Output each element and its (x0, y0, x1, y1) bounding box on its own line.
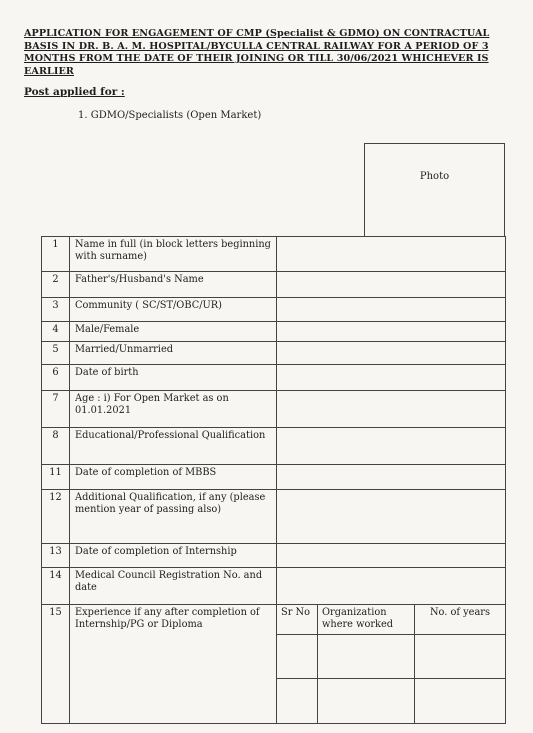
form-row (42, 391, 506, 428)
experience-header-sr-no: Sr No (277, 605, 318, 635)
row-label-marital-status: Married/Unmarried (70, 342, 277, 365)
form-row (42, 365, 506, 391)
row-number: 11 (42, 465, 70, 490)
row-label-gender: Male/Female (70, 322, 277, 342)
photo-label: Photo (419, 171, 450, 182)
answer-field-qualification[interactable] (277, 428, 506, 465)
row-number: 15 (42, 605, 70, 724)
row-number: 5 (42, 342, 70, 365)
row-number: 6 (42, 365, 70, 391)
photo-box (364, 143, 505, 237)
post-applied-label: Post applied for : (24, 86, 125, 98)
application-form-table (41, 236, 506, 724)
form-row (42, 298, 506, 322)
row-number: 1 (42, 237, 70, 272)
row-number: 3 (42, 298, 70, 322)
form-row (42, 568, 506, 605)
form-row (42, 342, 506, 365)
row-label-age: Age : i) For Open Market as on 01.01.2021 (70, 391, 277, 428)
row-label-council-registration: Medical Council Registration No. and date (70, 568, 277, 605)
answer-field-internship-completion[interactable] (277, 544, 506, 568)
row-label-father-husband: Father's/Husband's Name (70, 272, 277, 298)
answer-field-date-of-birth[interactable] (277, 365, 506, 391)
experience-organization-cell[interactable] (318, 634, 415, 678)
row-number: 7 (42, 391, 70, 428)
form-row (42, 605, 506, 635)
post-item-gdmo: 1. GDMO/Specialists (Open Market) (78, 110, 262, 121)
answer-field-community[interactable] (277, 298, 506, 322)
row-number: 4 (42, 322, 70, 342)
form-row (42, 465, 506, 490)
experience-years-cell[interactable] (415, 634, 506, 678)
experience-sr-no-cell[interactable] (277, 678, 318, 723)
experience-header-organization: Organization where worked (318, 605, 415, 635)
answer-field-marital-status[interactable] (277, 342, 506, 365)
row-label-qualification: Educational/Professional Qualification (70, 428, 277, 465)
answer-field-gender[interactable] (277, 322, 506, 342)
answer-field-additional-qualification[interactable] (277, 490, 506, 544)
row-label-mbbs-completion: Date of completion of MBBS (70, 465, 277, 490)
row-label-internship-completion: Date of completion of Internship (70, 544, 277, 568)
row-label-community: Community ( SC/ST/OBC/UR) (70, 298, 277, 322)
form-row (42, 544, 506, 568)
form-row (42, 272, 506, 298)
experience-years-cell[interactable] (415, 678, 506, 723)
form-row (42, 428, 506, 465)
answer-field-mbbs-completion[interactable] (277, 465, 506, 490)
answer-field-council-registration[interactable] (277, 568, 506, 605)
experience-header-years: No. of years (415, 605, 506, 635)
row-label-date-of-birth: Date of birth (70, 365, 277, 391)
row-number: 14 (42, 568, 70, 605)
row-label-experience: Experience if any after completion of Internship/PG or Diploma (70, 605, 277, 724)
row-number: 13 (42, 544, 70, 568)
row-label-name: Name in full (in block letters beginning with surname) (70, 237, 277, 272)
experience-organization-cell[interactable] (318, 678, 415, 723)
experience-sr-no-cell[interactable] (277, 634, 318, 678)
row-number: 2 (42, 272, 70, 298)
row-label-additional-qualification: Additional Qualification, if any (please mention year of passing also) (70, 490, 277, 544)
row-number: 8 (42, 428, 70, 465)
row-number: 12 (42, 490, 70, 544)
answer-field-father-husband[interactable] (277, 272, 506, 298)
form-row (42, 490, 506, 544)
form-heading: APPLICATION FOR ENGAGEMENT OF CMP (Specialist & GDMO) ON CONTRACTUAL BASIS IN DR. B. A. M. HOSPITAL/BYCULLA CENTRAL RAILWAY FOR A PERIOD OF 3 MONTHS FROM THE DATE OF THEIR JOINING OR TILL 30/06/2021 WHICHEVER IS EARLIER (24, 28, 490, 77)
form-row (42, 237, 506, 272)
answer-field-name[interactable] (277, 237, 506, 272)
answer-field-age[interactable] (277, 391, 506, 428)
form-row (42, 322, 506, 342)
